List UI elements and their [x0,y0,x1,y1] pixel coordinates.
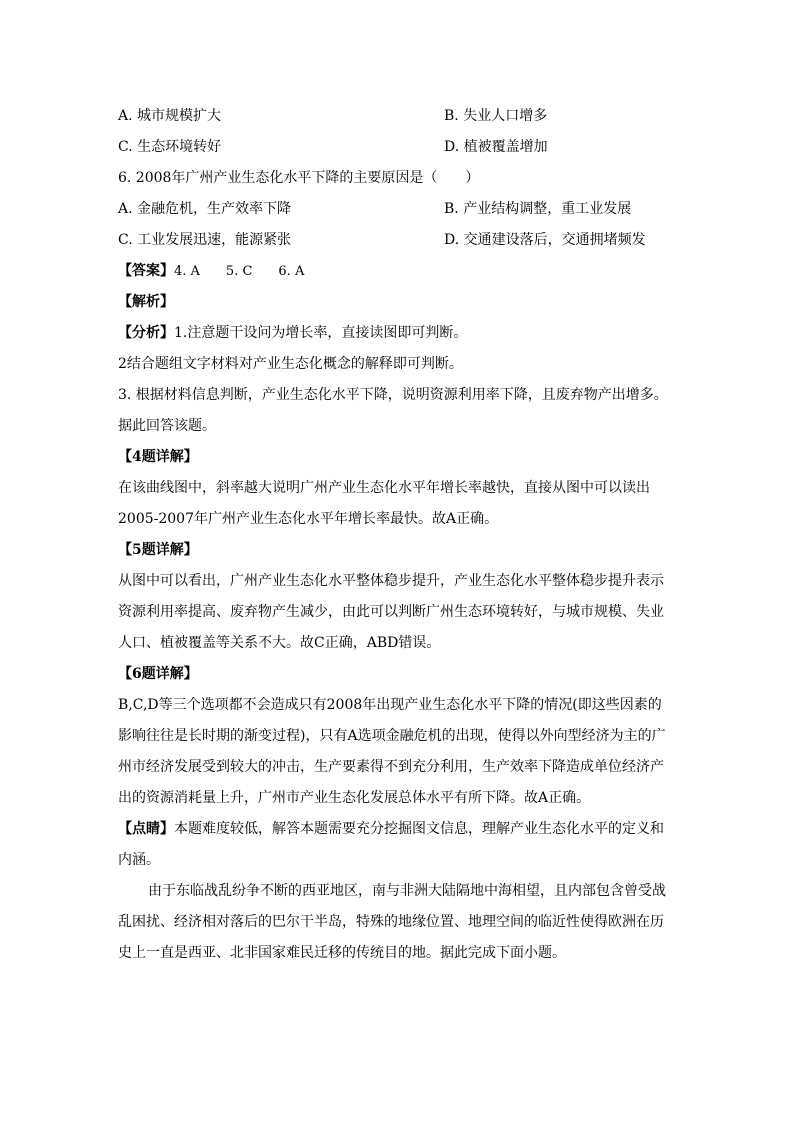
answer-label: 【答案】 [118,263,174,279]
q5-option-c: C. 生态环境转好 [118,139,222,155]
document-body [118,101,678,969]
fenxi-text-1: 1.注意题干设问为增长率，直接读图即可判断。 [174,325,468,341]
fenxi-line-4: 据此回答该题。 [118,418,216,434]
detail4-line-2: 2005-2007年广州产业生态化水平年增长率最快。故A正确。 [118,511,499,527]
detail6-heading: 【6题详解】 [118,666,198,682]
fenxi-line-3: 3. 根据材料信息判断，产业生态化水平下降，说明资源利用率下降，且废弃物产出增多。 [118,387,668,403]
q5-option-a: A. 城市规模扩大 [118,108,222,124]
q6-option-b: B. 产业结构调整，重工业发展 [444,201,632,217]
q6-option-a: A. 金融危机，生产效率下降 [118,201,292,217]
q6-options-row-1 [118,194,678,225]
dianjing-label: 【点睛】 [118,821,174,837]
detail5-line-3: 人口、植被覆盖等关系不大。故C正确，ABD错误。 [118,635,441,651]
q6-options-row-2 [118,225,678,256]
dianjing-line-2: 内涵。 [118,852,160,868]
detail4-heading: 【4题详解】 [118,449,198,465]
detail6-line-3: 州市经济发展受到较大的冲击，生产要素得不到充分利用，生产效率下降造成单位经济产 [118,759,664,775]
fenxi-label: 【分析】 [118,325,174,341]
analysis-heading: 【解析】 [118,294,174,310]
detail4-line-1: 在该曲线图中，斜率越大说明广州产业生态化水平年增长率越快，直接从图中可以读出 [118,480,650,496]
fenxi-line-2: 2结合题组文字材料对产业生态化概念的解释即可判断。 [118,356,463,372]
passage-line-1: 由于东临战乱纷争不断的西亚地区，南与非洲大陆隔地中海相望，且内部包含曾受战 [148,883,666,899]
detail6-line-4: 出的资源消耗量上升，广州市产业生态化发展总体水平有所下降。故A正确。 [118,790,591,806]
detail6-line-1: B,C,D等三个选项都不会造成只有2008年出现产业生态化水平下降的情况(即这些因素的 [118,697,662,713]
answer-values: 4. A 5. C 6. A [174,264,305,279]
q5-options-row-1 [118,101,678,132]
detail5-heading: 【5题详解】 [118,542,198,558]
detail5-line-1: 从图中可以看出，广州产业生态化水平整体稳步提升，产业生态化水平整体稳步提升表示 [118,573,664,589]
passage-line-3: 史上一直是西亚、北非国家难民迁移的传统目的地。据此完成下面小题。 [118,945,566,961]
q5-option-d: D. 植被覆盖增加 [444,139,548,155]
answer-line [118,256,678,287]
detail5-line-2: 资源利用率提高、废弃物产生减少，由此可以判断广州生态环境转好，与城市规模、失业 [118,604,664,620]
q5-options-row-2 [118,132,678,163]
q6-option-c: C. 工业发展迅速，能源紧张 [118,232,292,248]
dianjing-text-1: 本题难度较低，解答本题需要充分挖掘图文信息，理解产业生态化水平的定义和 [174,821,664,837]
q6-option-d: D. 交通建设落后，交通拥堵频发 [444,232,646,248]
fenxi-line-1 [118,318,678,349]
detail6-line-2: 影响往往是长时期的渐变过程)，只有A选项金融危机的出现，使得以外向型经济为主的广 [118,728,666,744]
q5-option-b: B. 失业人口增多 [444,108,548,124]
dianjing-line-1 [118,814,678,845]
passage-line-2: 乱困扰、经济相对落后的巴尔干半岛，特殊的地缘位置、地理空间的临近性使得欧洲在历 [118,914,664,930]
q6-stem: 6. 2008年广州产业生态化水平下降的主要原因是（ ） [118,170,480,186]
